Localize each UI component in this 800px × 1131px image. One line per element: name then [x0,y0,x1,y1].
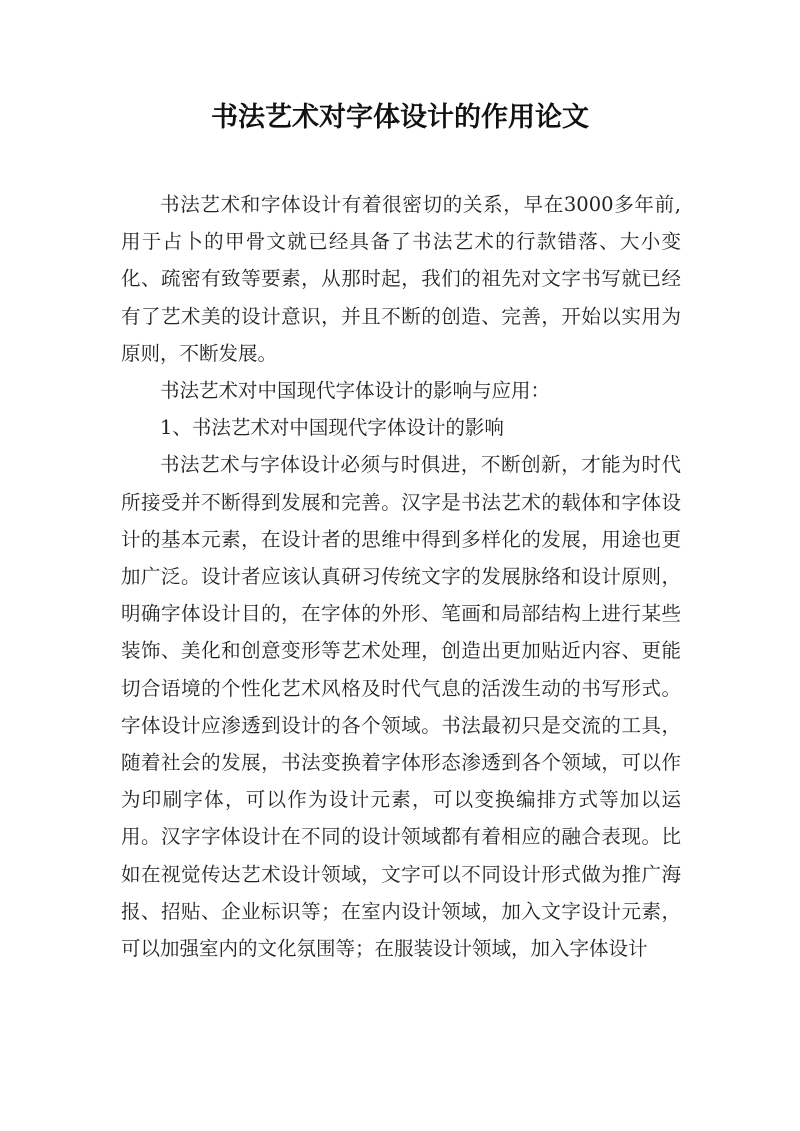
paragraph-intro: 书法艺术和字体设计有着很密切的关系，早在3000多年前,用于占卜的甲骨文就已经具备了书法艺术的行款错落、大小变化、疏密有致等要素，从那时起，我们的祖先对文字书写就已经有了艺术美的设计意识，并且不断的创造、完善，开始以实用为原则，不断发展。 [121,193,681,365]
paragraph-body: 书法艺术与字体设计必须与时俱进，不断创新，才能为时代所接受并不断得到发展和完善。汉字是书法艺术的载体和字体设计的基本元素，在设计者的思维中得到多样化的发展，用途也更加广泛。设计者应该认真研习传统文字的发展脉络和设计原则，明确字体设计目的，在字体的外形、笔画和局部结构上进行某些装饰、美化和创意变形等艺术处理，创造出更加贴近内容、更能切合语境的个性化艺术风格及时代气息的活泼生动的书写形式。字体设计应渗透到设计的各个领域。书法最初只是交流的工具，随着社会的发展，书法变换着字体形态渗透到各个领域，可以作为印刷字体，可以作为设计元素，可以变换编排方式等加以运用。汉字字体设计在不同的设计领域都有着相应的融合表现。比如在视觉传达艺术设计领域，文字可以不同设计形式做为推广海报、招贴、企业标识等；在室内设计领域，加入文字设计元素，可以加强室内的文化氛围等；在服装设计领域，加入字体设计 [121,453,681,961]
paragraph-section-heading: 书法艺术对中国现代字体设计的影响与应用： [160,379,551,403]
document-title: 书法艺术对字体设计的作用论文 [211,102,589,133]
document-body [121,186,681,967]
paragraph-subheading-1: 1、书法艺术对中国现代字体设计的影响 [160,416,504,440]
